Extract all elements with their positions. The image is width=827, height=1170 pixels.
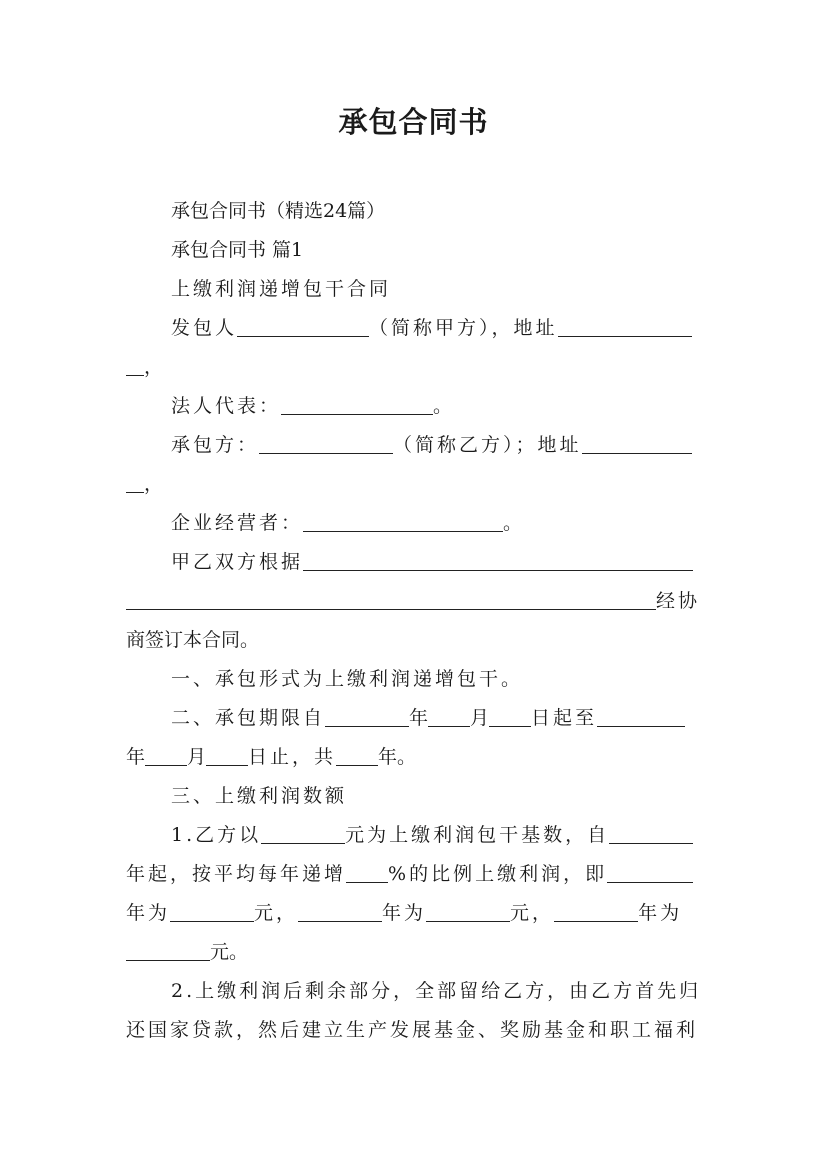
- paragraph-chapter: 承包合同书 篇1: [171, 239, 304, 261]
- qiye-blank: [303, 511, 503, 532]
- field-faren: [171, 393, 452, 419]
- section-1: 一、承包形式为上缴利润递增包干。: [171, 668, 524, 690]
- item-1-line2: [126, 861, 693, 887]
- i1-amount3-blank: [126, 940, 210, 961]
- s2-nian-2: 年: [126, 746, 146, 768]
- genju-label: 甲乙双方根据: [171, 551, 304, 573]
- section-2-cont: [126, 744, 416, 770]
- chengbao-end: ，: [144, 473, 164, 495]
- i1-e: 年为: [126, 902, 171, 924]
- s2-nian: 年: [409, 707, 429, 729]
- item-1: [171, 822, 693, 848]
- genju-blank-cont: [126, 589, 656, 610]
- chengbao-address-blank: [582, 433, 692, 454]
- s2-start-year-blank: [325, 706, 409, 727]
- s2-ri: 日起至: [531, 707, 598, 729]
- i1-amount2-blank: [426, 901, 510, 922]
- paragraph-contract-name: 上缴利润递增包干合同: [171, 278, 392, 300]
- qiye-end: 。: [503, 512, 523, 534]
- s2-years-blank: [336, 745, 378, 766]
- field-fabaoren-cont: [126, 354, 163, 380]
- faren-label: 法人代表：: [171, 395, 282, 417]
- fabaoren-blank: [237, 316, 369, 337]
- i1-d: %的比例上缴利润，即: [388, 863, 608, 885]
- i1-c: 年起，按平均每年递增: [126, 863, 347, 885]
- fabaoren-end: ，: [144, 356, 164, 378]
- section-2: [171, 705, 685, 731]
- item-1-line4: [126, 939, 248, 965]
- item-2-line2: 还国家贷款，然后建立生产发展基金、奖励基金和职工福利: [126, 1019, 699, 1041]
- genju-end2: 商签订本合同。: [126, 629, 260, 651]
- s2-end-year-blank: [597, 706, 685, 727]
- i1-b: 元为上缴利润包干基数，自: [345, 824, 610, 846]
- s2-start-month-blank: [428, 706, 470, 727]
- s2-rizhi: 日止，共: [248, 746, 337, 768]
- i1-a: 1.乙方以: [171, 824, 262, 846]
- faren-end: 。: [433, 395, 453, 417]
- field-genju: [171, 549, 693, 575]
- i1-h: 元，: [510, 902, 555, 924]
- chengbao-label: 承包方：: [171, 434, 260, 456]
- fabaoren-label: 发包人: [171, 317, 238, 339]
- chengbao-address-blank-cont: [126, 472, 144, 493]
- genju-blank: [303, 550, 693, 571]
- i1-year-blank: [609, 823, 693, 844]
- i1-f: 元，: [254, 902, 299, 924]
- i1-j: 元。: [210, 941, 249, 963]
- document-title: 承包合同书: [338, 105, 489, 139]
- genju-end1: 经协: [656, 590, 701, 612]
- field-qiye: [171, 510, 522, 536]
- i1-rate-blank: [346, 862, 388, 883]
- chengbao-mid: （简称乙方）；地址: [393, 434, 582, 456]
- i1-amount1-blank: [170, 901, 254, 922]
- field-genju-cont: [126, 588, 700, 614]
- i1-base-blank: [261, 823, 345, 844]
- s2-yue: 月: [470, 707, 490, 729]
- s2-end: 年。: [378, 746, 417, 768]
- chengbao-blank: [259, 433, 393, 454]
- fabaoren-mid: （简称甲方），地址: [369, 317, 558, 339]
- fabaoren-address-blank-cont: [126, 355, 144, 376]
- s2-a: 二、承包期限自: [171, 707, 326, 729]
- i1-year4-blank: [554, 901, 638, 922]
- i1-year3-blank: [298, 901, 382, 922]
- s2-yue-2: 月: [187, 746, 207, 768]
- field-fabaoren: [171, 315, 692, 341]
- section-3: 三、上缴利润数额: [171, 785, 348, 807]
- paragraph-subtitle: 承包合同书（精选24篇）: [171, 200, 386, 222]
- s2-end-day-blank: [206, 745, 248, 766]
- item-2-line1: 2.上缴利润后剩余部分，全部留给乙方，由乙方首先归: [171, 980, 702, 1002]
- i1-year2-blank: [607, 862, 693, 883]
- i1-g: 年为: [382, 902, 427, 924]
- i1-i: 年为: [638, 902, 683, 924]
- s2-start-day-blank: [489, 706, 531, 727]
- s2-end-month-blank: [145, 745, 187, 766]
- qiye-label: 企业经营者：: [171, 512, 304, 534]
- item-1-line3: [126, 900, 682, 926]
- field-chengbao: [171, 432, 692, 458]
- faren-blank: [281, 394, 433, 415]
- field-chengbao-cont: [126, 471, 163, 497]
- fabaoren-address-blank: [558, 316, 692, 337]
